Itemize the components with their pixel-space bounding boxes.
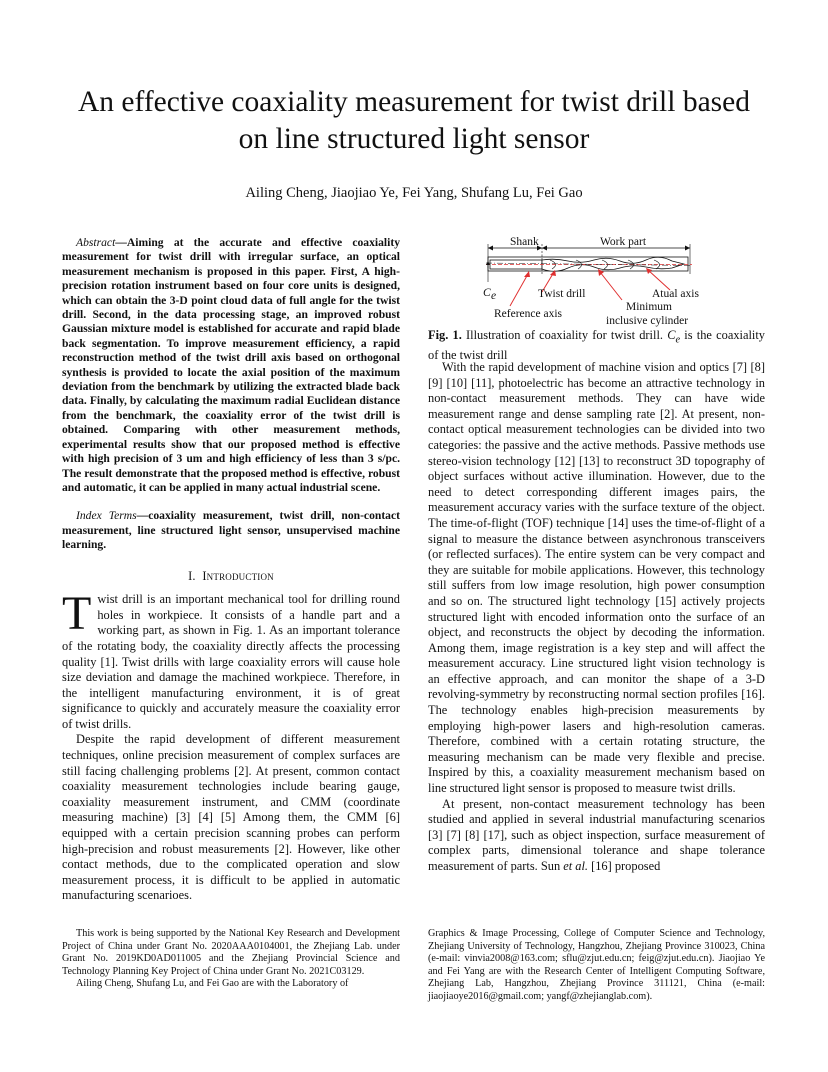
label-shank: Shank — [510, 236, 539, 248]
right-paragraph-1: With the rapid development of machine vision and optics [7] [8] [9] [10] [11], photoelectric has become an attractive technology in non-contact measurement methods. They can have wide measurement range and dense sampling rate [2]. At present, non-contact optical measurement technologies can be divided into two categories: the passive and the active methods. Passive methods use stereo-vision technology [12] [13] to reconstruct 3D topography of object surfaces without active illumination. However, due to the need to detect corresponding different images pairs, the measurement accuracy varies with the surface texture of the object. The time-of-flight (TOF) technique [14] uses the time-of-flight of a signal to measure the distance between asynchronous transceivers (or reflected surfaces). The entire system can be very compact and they are suitable for mobile applications. However, this technology still suffers from low image resolution, high power consumption and so on. The structured light technology [15] actively projects structured light with encoded information onto the surface of an object, and reconstructs the object by decoding the information. Among them, image registration is a key step and will affect the measurement accuracy. Line structured light vision technology is an effective approach, and can monitor the shape of a 3-D revolving-symmetry by reconstructing normal section profiles [16]. The technology enables high-precision measurements by employing high-power lasers and high-resolution cameras. Therefore, combined with a certain rotating structure, the measuring mechanism can be made very flexible and precise. Inspired by this, a coaxiality measurement mechanism based on line structured light sensor is proposed to measure twist drills. — [428, 360, 765, 796]
caption-ce-sub: e — [675, 334, 681, 346]
footnote-affiliation-cont: Graphics & Image Processing, College of Computer Science and Technology, Zhejiang University of Technology, Hangzhou, Zhejiang Province 310023, China (e-mail: vinvia2008@163.com; sflu@zjut.edu.cn; feig@zjut.edu.cn). Jiaojiao Ye and Fei Yang are with the Research Center of Intelligent Computing Software, Zhejiang Lab, Hangzhou, Zhejiang Province 311121, China (e-mail: jiaojiaoye2016@gmail.com; yangf@zhejianglab.com). — [428, 928, 765, 1002]
footnote-right — [428, 928, 765, 1004]
et-al: et al. — [563, 859, 589, 873]
right-paragraph-2 — [428, 797, 765, 875]
label-actual-axis: Atual axis — [652, 288, 699, 300]
section-heading-introduction — [62, 569, 400, 585]
index-terms — [62, 509, 400, 552]
arrowhead-red — [524, 271, 530, 277]
footnote-funding: This work is being supported by the National Key Research and Development Project of China under Grant No. 2020AAA0104001, the Zhejiang Lab. under Grant No. 2019KD0AD011005 and the Zhejiang Provincial Science and Technology Planning Key Project of China under Grant No. 2021C03129. — [62, 928, 400, 977]
footnote-affiliation-start: Ailing Cheng, Shufang Lu, and Fei Gao are with the Laboratory of — [76, 978, 349, 990]
caption-text-end: is the coaxiality of the twist drill — [428, 328, 765, 363]
arrowhead — [685, 246, 690, 251]
dropcap-letter: T — [62, 587, 92, 641]
section-title: Introduction — [202, 568, 274, 583]
caption-label: Fig. 1. — [428, 328, 462, 342]
right-paragraph-2c: [16] proposed — [588, 859, 661, 873]
arrowhead — [488, 246, 493, 251]
abstract-text: —Aiming at the accurate and effective coaxiality measurement for twist drill with irregular surface, an optical measurement mechanism is proposed in this paper. First, A high-precision rotation instrument based on four core units is designed, which can obtain the 3-D point cloud data of full angle for the twist drill. Second, in the data processing stage, an improved robust Gaussian mixture model is established for accurate and rapid blade back segmentation. To improve measurement efficiency, a rapid reconstruction method of the twist drill axis based on orthogonal synthesis is provided to locate the axial position of the maximum deviation from the benchmark by utilizing the extracted blade back data. Finally, by calculating the maximum radial Euclidean distance from the benchmark, the coaxiality error of the twist drill is obtained. Comparing with other measurement methods, experimental results show that our proposed method is effective with high precision of 3 um and high efficiency of less than 3 s/pc. The result demonstrate that the proposed method is effective, robust and automatic, it can be applied in many actual industrial scene. — [62, 236, 400, 494]
index-terms-text: —coaxiality measurement, twist drill, non-contact measurement, line structured light sensor, unsupervised machine learning. — [62, 509, 400, 552]
paper-title: An effective coaxiality measurement for twist drill based on line structured light sensor — [78, 86, 750, 155]
arrow-minimum-cylinder — [600, 272, 622, 300]
index-terms-lead: Index Terms — [76, 509, 137, 523]
figure-1-caption — [428, 328, 765, 364]
label-minimum: Minimum — [626, 301, 673, 313]
footnote-left — [62, 928, 400, 991]
section-number: I. — [188, 568, 196, 583]
caption-text: Illustration of coaxiality for twist drill. — [466, 328, 668, 342]
right-column — [428, 360, 765, 875]
author-list: Ailing Cheng, Jiaojiao Ye, Fei Yang, Shufang Lu, Fei Gao — [245, 185, 583, 201]
label-ce: C — [483, 287, 491, 299]
caption-ce: C — [667, 328, 676, 342]
arrow-reference-axis — [510, 274, 528, 306]
label-inclusive-cylinder: inclusive cylinder — [606, 315, 689, 327]
intro-paragraph-1-text: wist drill is an important mechanical tool for drilling round holes in workpiece. It consists of a handle part and a working part, as shown in Fig. 1. As an important tolerance of the rotating body, the coaxiality directly affects the processing quality [1]. Twist drills with large coaxiality errors will cause hole size deviation and damage the machined workpiece. Therefore, in the intelligent manufacturing environment, it is of great significance to quickly and accurately measure the coaxiality error of twist drills. — [62, 592, 400, 731]
intro-paragraph-2: Despite the rapid development of different measurement techniques, online precision measurement of complex surfaces are still facing challenging problems [2]. At present, common contact coaxiality measurement technologies include bearing gauge, coaxiality measurement instrument, and CMM (coordinate measuring machine) [3] [4] [5] Among them, the CMM [6] equipped with a certain precision scanning probes can perform high-precision and robust measurements [2]. However, like other contact methods, due to the complicated operation and slow measurement process, it is difficult to be applied in automatic manufacturing scenarioes. — [62, 732, 400, 903]
abstract-lead: Abstract — [76, 236, 116, 249]
figure-1-twist-drill-diagram — [480, 234, 730, 329]
label-reference-axis: Reference axis — [494, 308, 563, 320]
arrow-actual-axis — [648, 270, 670, 290]
label-twist-drill: Twist drill — [538, 288, 586, 300]
arrowhead — [542, 246, 547, 251]
right-paragraph-2a: At present, non-contact measurement technology has been studied and applied in several industrial manufacturing scenarios [3] [7] [8] [17], such as object inspection, surface measurement of complex parts, dimensional tolerance and shape tolerance measurement of parts. Sun — [428, 796, 765, 873]
abstract — [62, 236, 400, 495]
label-work-part: Work part — [600, 236, 647, 248]
intro-paragraph-1 — [62, 587, 400, 732]
arrowhead-red — [598, 269, 604, 276]
left-column — [62, 236, 400, 904]
label-ce-subscript: e — [491, 290, 497, 302]
